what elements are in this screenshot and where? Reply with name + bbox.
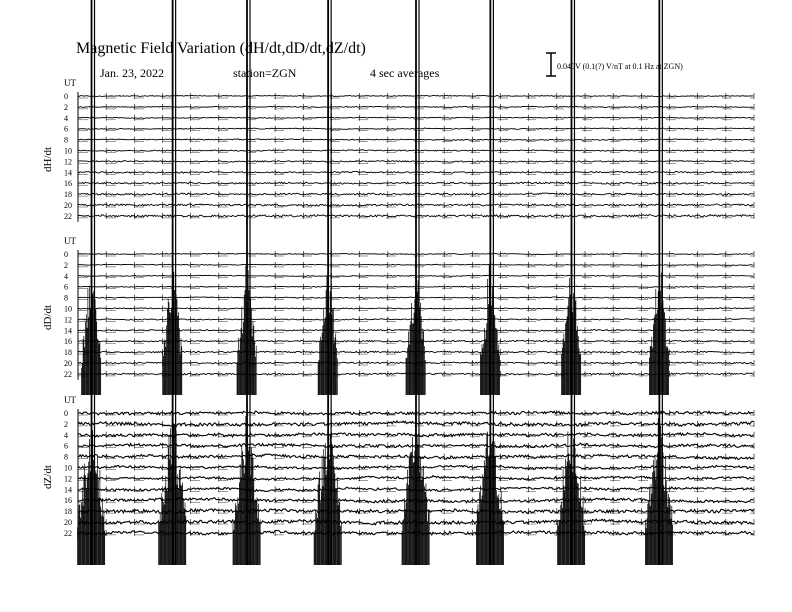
- row-tick-label: 8: [64, 293, 68, 303]
- chart-title: Magnetic Field Variation (dH/dt,dD/dt,dZ/dt): [76, 40, 366, 57]
- row-tick-label: 20: [64, 201, 72, 210]
- row-tick-label: 20: [64, 359, 72, 368]
- row-tick-label: 10: [64, 463, 72, 473]
- row-tick-label: 8: [64, 135, 68, 145]
- row-tick-label: 12: [64, 315, 72, 325]
- row-tick-label: 22: [64, 369, 72, 379]
- panel-ylabel: dD/dt: [42, 304, 54, 330]
- row-tick-label: 10: [64, 304, 72, 314]
- row-tick-label: 8: [64, 452, 68, 462]
- row-tick-label: 22: [64, 528, 72, 538]
- row-tick-label: 12: [64, 474, 72, 484]
- row-tick-label: 16: [64, 337, 72, 347]
- row-tick-label: 2: [64, 260, 68, 270]
- row-tick-label: 12: [64, 157, 72, 167]
- panel-ylabel: dH/dt: [42, 146, 54, 172]
- row-tick-label: 16: [64, 496, 72, 506]
- row-tick-label: 14: [64, 485, 72, 495]
- row-tick-label: 2: [64, 102, 68, 112]
- row-tick-label: 4: [64, 430, 68, 440]
- row-tick-label: 20: [64, 518, 72, 527]
- ut-label: UT: [64, 395, 76, 405]
- ut-label: UT: [64, 236, 76, 246]
- ut-label: UT: [64, 78, 76, 88]
- row-tick-label: 6: [64, 282, 68, 292]
- row-tick-label: 18: [64, 190, 72, 200]
- row-tick-label: 0: [64, 250, 68, 259]
- row-tick-label: 14: [64, 168, 72, 178]
- panel-ylabel: dZ/dt: [42, 465, 54, 489]
- row-tick-label: 14: [64, 326, 72, 336]
- row-tick-label: 0: [64, 92, 68, 101]
- row-tick-label: 0: [64, 409, 68, 418]
- row-tick-label: 18: [64, 507, 72, 517]
- row-tick-label: 6: [64, 441, 68, 451]
- row-tick-label: 22: [64, 211, 72, 221]
- row-tick-label: 2: [64, 419, 68, 429]
- row-tick-label: 10: [64, 146, 72, 156]
- averaging-label: 4 sec averages: [370, 66, 440, 80]
- row-tick-label: 4: [64, 271, 68, 281]
- row-tick-label: 4: [64, 113, 68, 123]
- scale-note: 0.040V (0.1(?) V/nT at 0.1 Hz at ZGN): [557, 62, 683, 71]
- row-tick-label: 18: [64, 348, 72, 358]
- station-label: station=ZGN: [233, 66, 297, 80]
- date-label: Jan. 23, 2022: [100, 66, 164, 80]
- row-tick-label: 16: [64, 179, 72, 189]
- row-tick-label: 6: [64, 124, 68, 134]
